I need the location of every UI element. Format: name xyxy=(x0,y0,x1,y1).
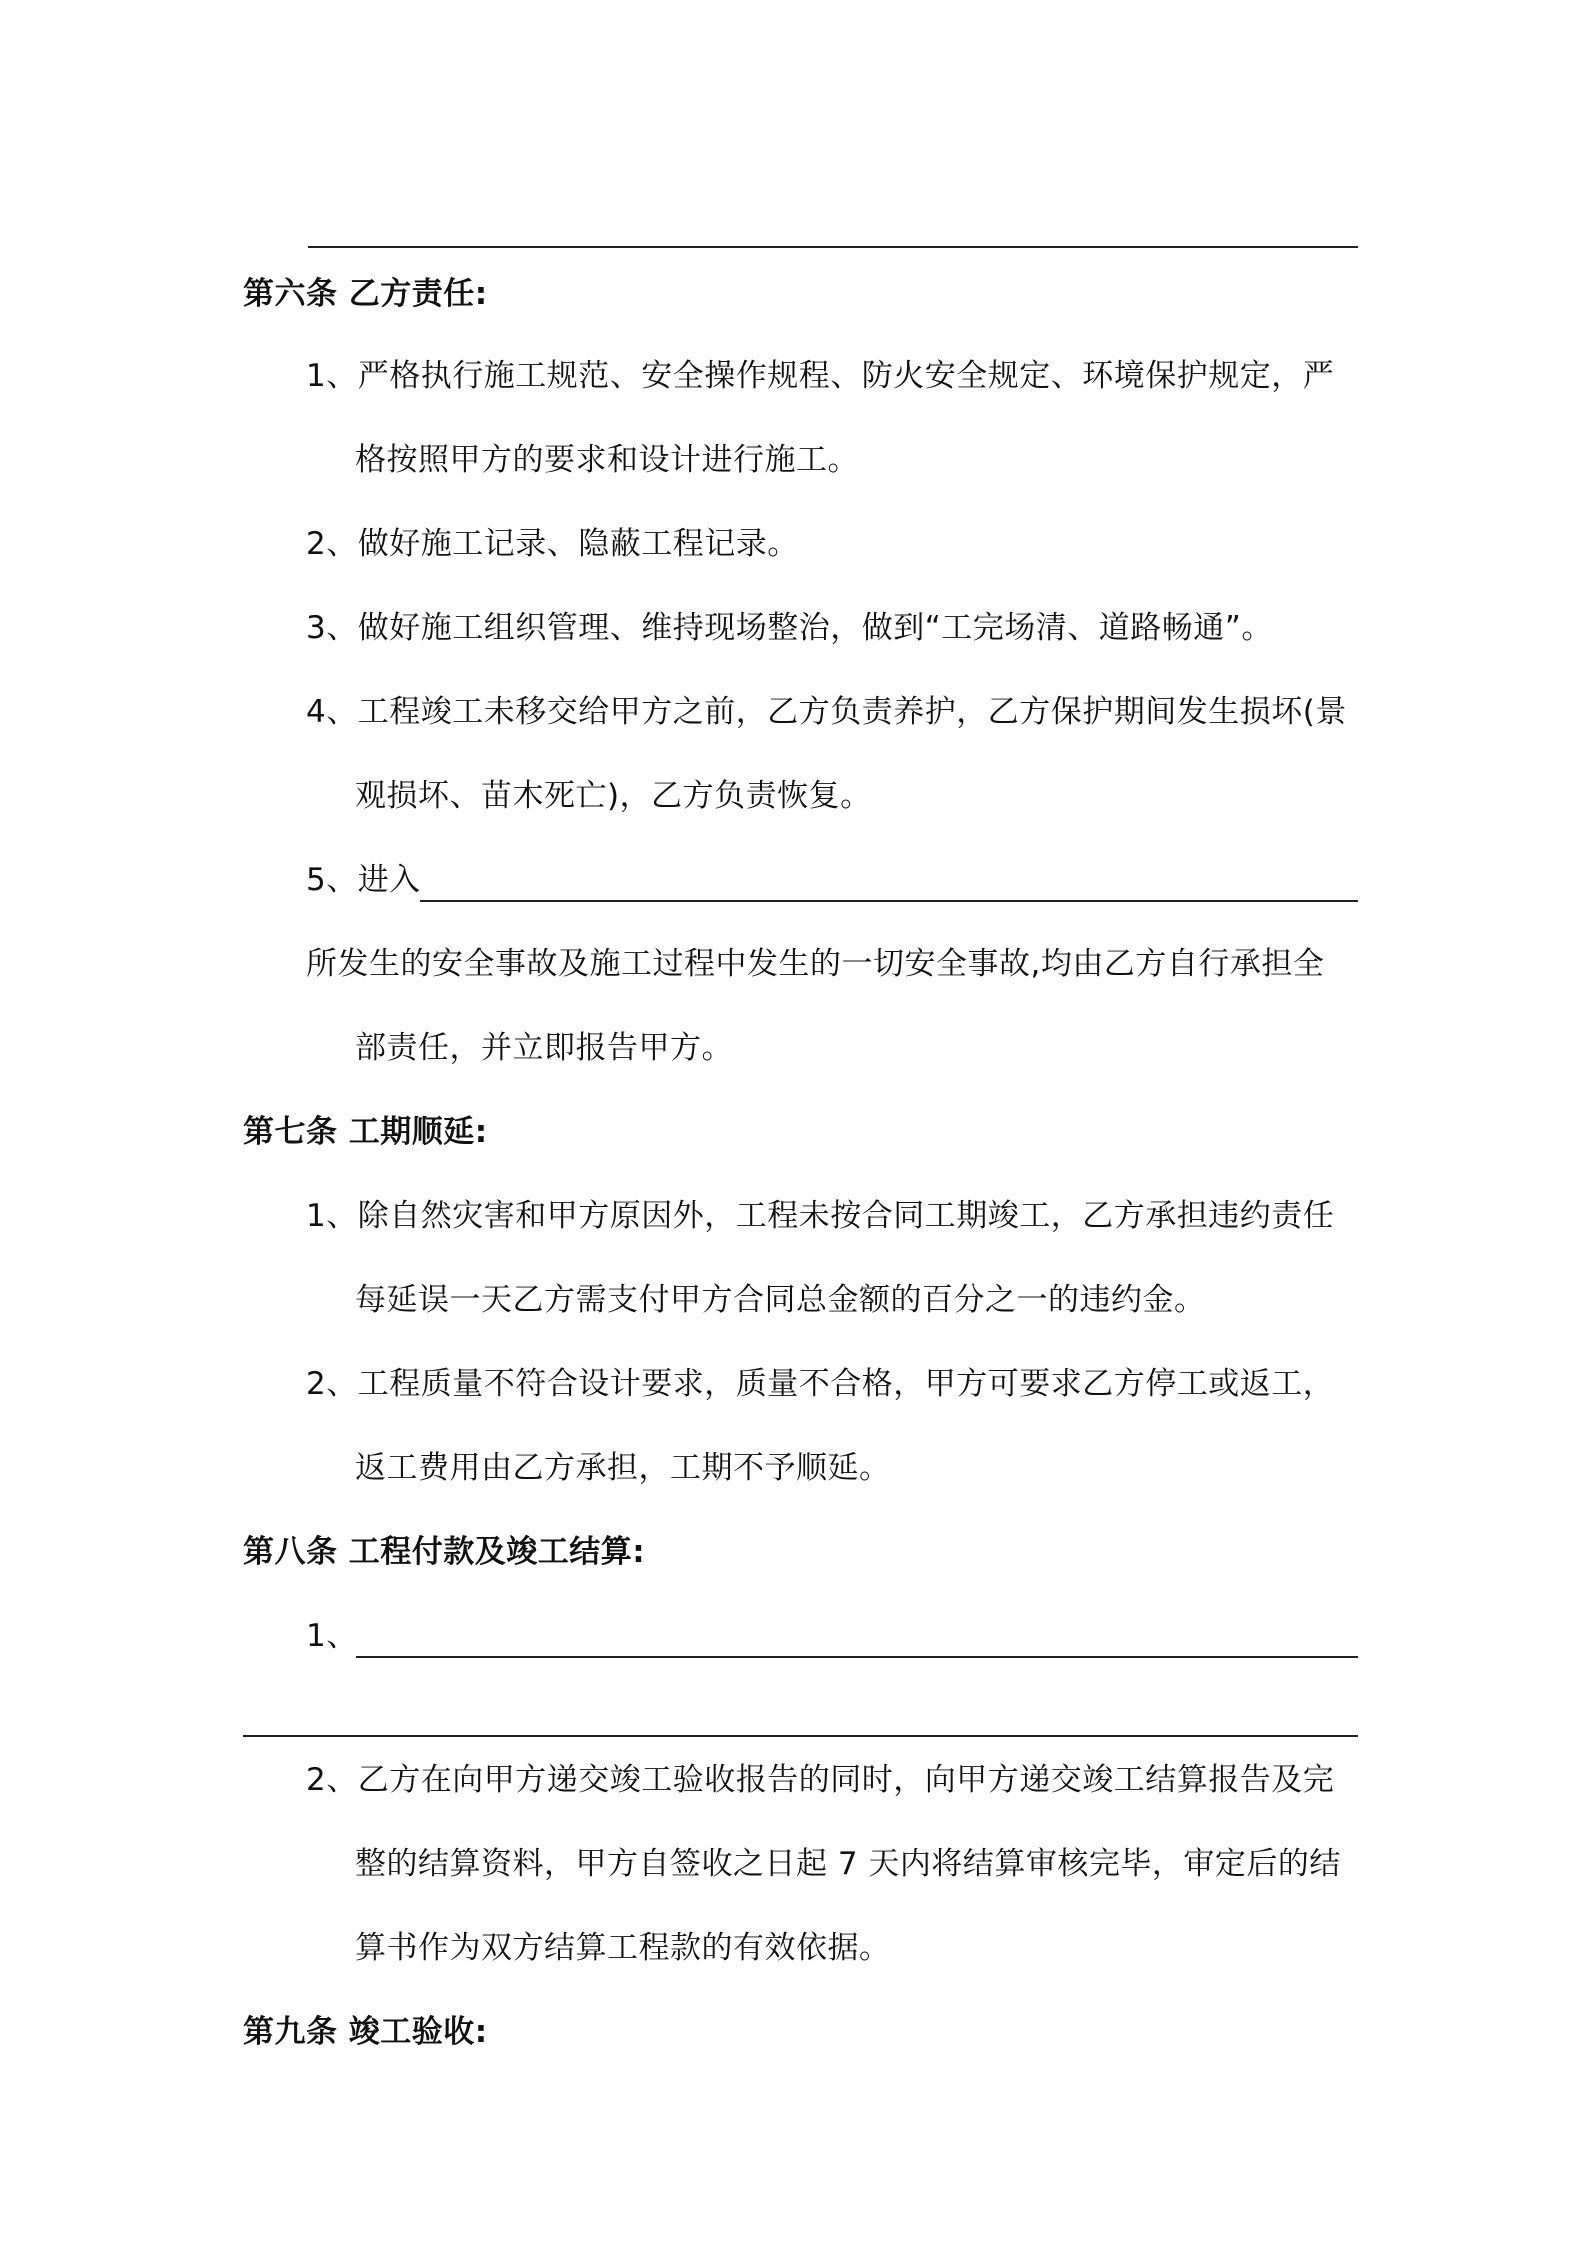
article-6-item-4-line-2: 观损坏、苗木死亡)，乙方负责恢复。 xyxy=(355,778,872,814)
article-6-item-4-line-1: 4、工程竣工未移交给甲方之前，乙方负责养护，乙方保护期间发生损坏(景 xyxy=(306,694,1347,730)
article-8-item-1-blank xyxy=(356,1656,1358,1658)
article-7-item-2-line-2: 返工费用由乙方承担，工期不予顺延。 xyxy=(355,1450,891,1486)
article-7-heading: 第七条 工期顺延: xyxy=(243,1114,488,1150)
article-6-item-2: 2、做好施工记录、隐蔽工程记录。 xyxy=(306,526,799,562)
article-7-item-1-line-2: 每延误一天乙方需支付甲方合同总金额的百分之一的违约金。 xyxy=(355,1282,1206,1318)
article-6-item-3: 3、做好施工组织管理、维持现场整治，做到“工完场清、道路畅通”。 xyxy=(306,610,1273,646)
top-blank-line xyxy=(308,246,1358,248)
article-8-item-2-line-1: 2、乙方在向甲方递交竣工验收报告的同时，向甲方递交竣工结算报告及完 xyxy=(306,1762,1335,1798)
article-8-item-2-line-2: 整的结算资料，甲方自签收之日起 7 天内将结算审核完毕，审定后的结 xyxy=(355,1846,1341,1882)
article-6-item-5-line-2: 所发生的安全事故及施工过程中发生的一切安全事故,均由乙方自行承担全 xyxy=(306,946,1325,982)
article-8-item-1-prefix: 1、 xyxy=(306,1618,358,1654)
article-8-heading: 第八条 工程付款及竣工结算: xyxy=(243,1534,646,1570)
article-6-item-5-prefix: 5、进入 xyxy=(306,862,421,898)
article-9-heading: 第九条 竣工验收: xyxy=(243,2014,488,2050)
article-8-item-1-blank-continued xyxy=(243,1735,1358,1737)
article-7-item-2-line-1: 2、工程质量不符合设计要求，质量不合格，甲方可要求乙方停工或返工， xyxy=(306,1366,1335,1402)
article-6-item-1-line-2: 格按照甲方的要求和设计进行施工。 xyxy=(355,442,859,478)
article-7-item-1-line-1: 1、除自然灾害和甲方原因外，工程未按合同工期竣工，乙方承担违约责任 xyxy=(306,1198,1335,1234)
article-8-item-2-line-3: 算书作为双方结算工程款的有效依据。 xyxy=(355,1930,891,1966)
article-6-item-5-blank xyxy=(420,900,1358,902)
article-6-heading: 第六条 乙方责任: xyxy=(243,276,488,312)
article-6-item-1-line-1: 1、严格执行施工规范、安全操作规程、防火安全规定、环境保护规定，严 xyxy=(306,358,1335,394)
article-6-item-5-line-3: 部责任，并立即报告甲方。 xyxy=(355,1030,733,1066)
